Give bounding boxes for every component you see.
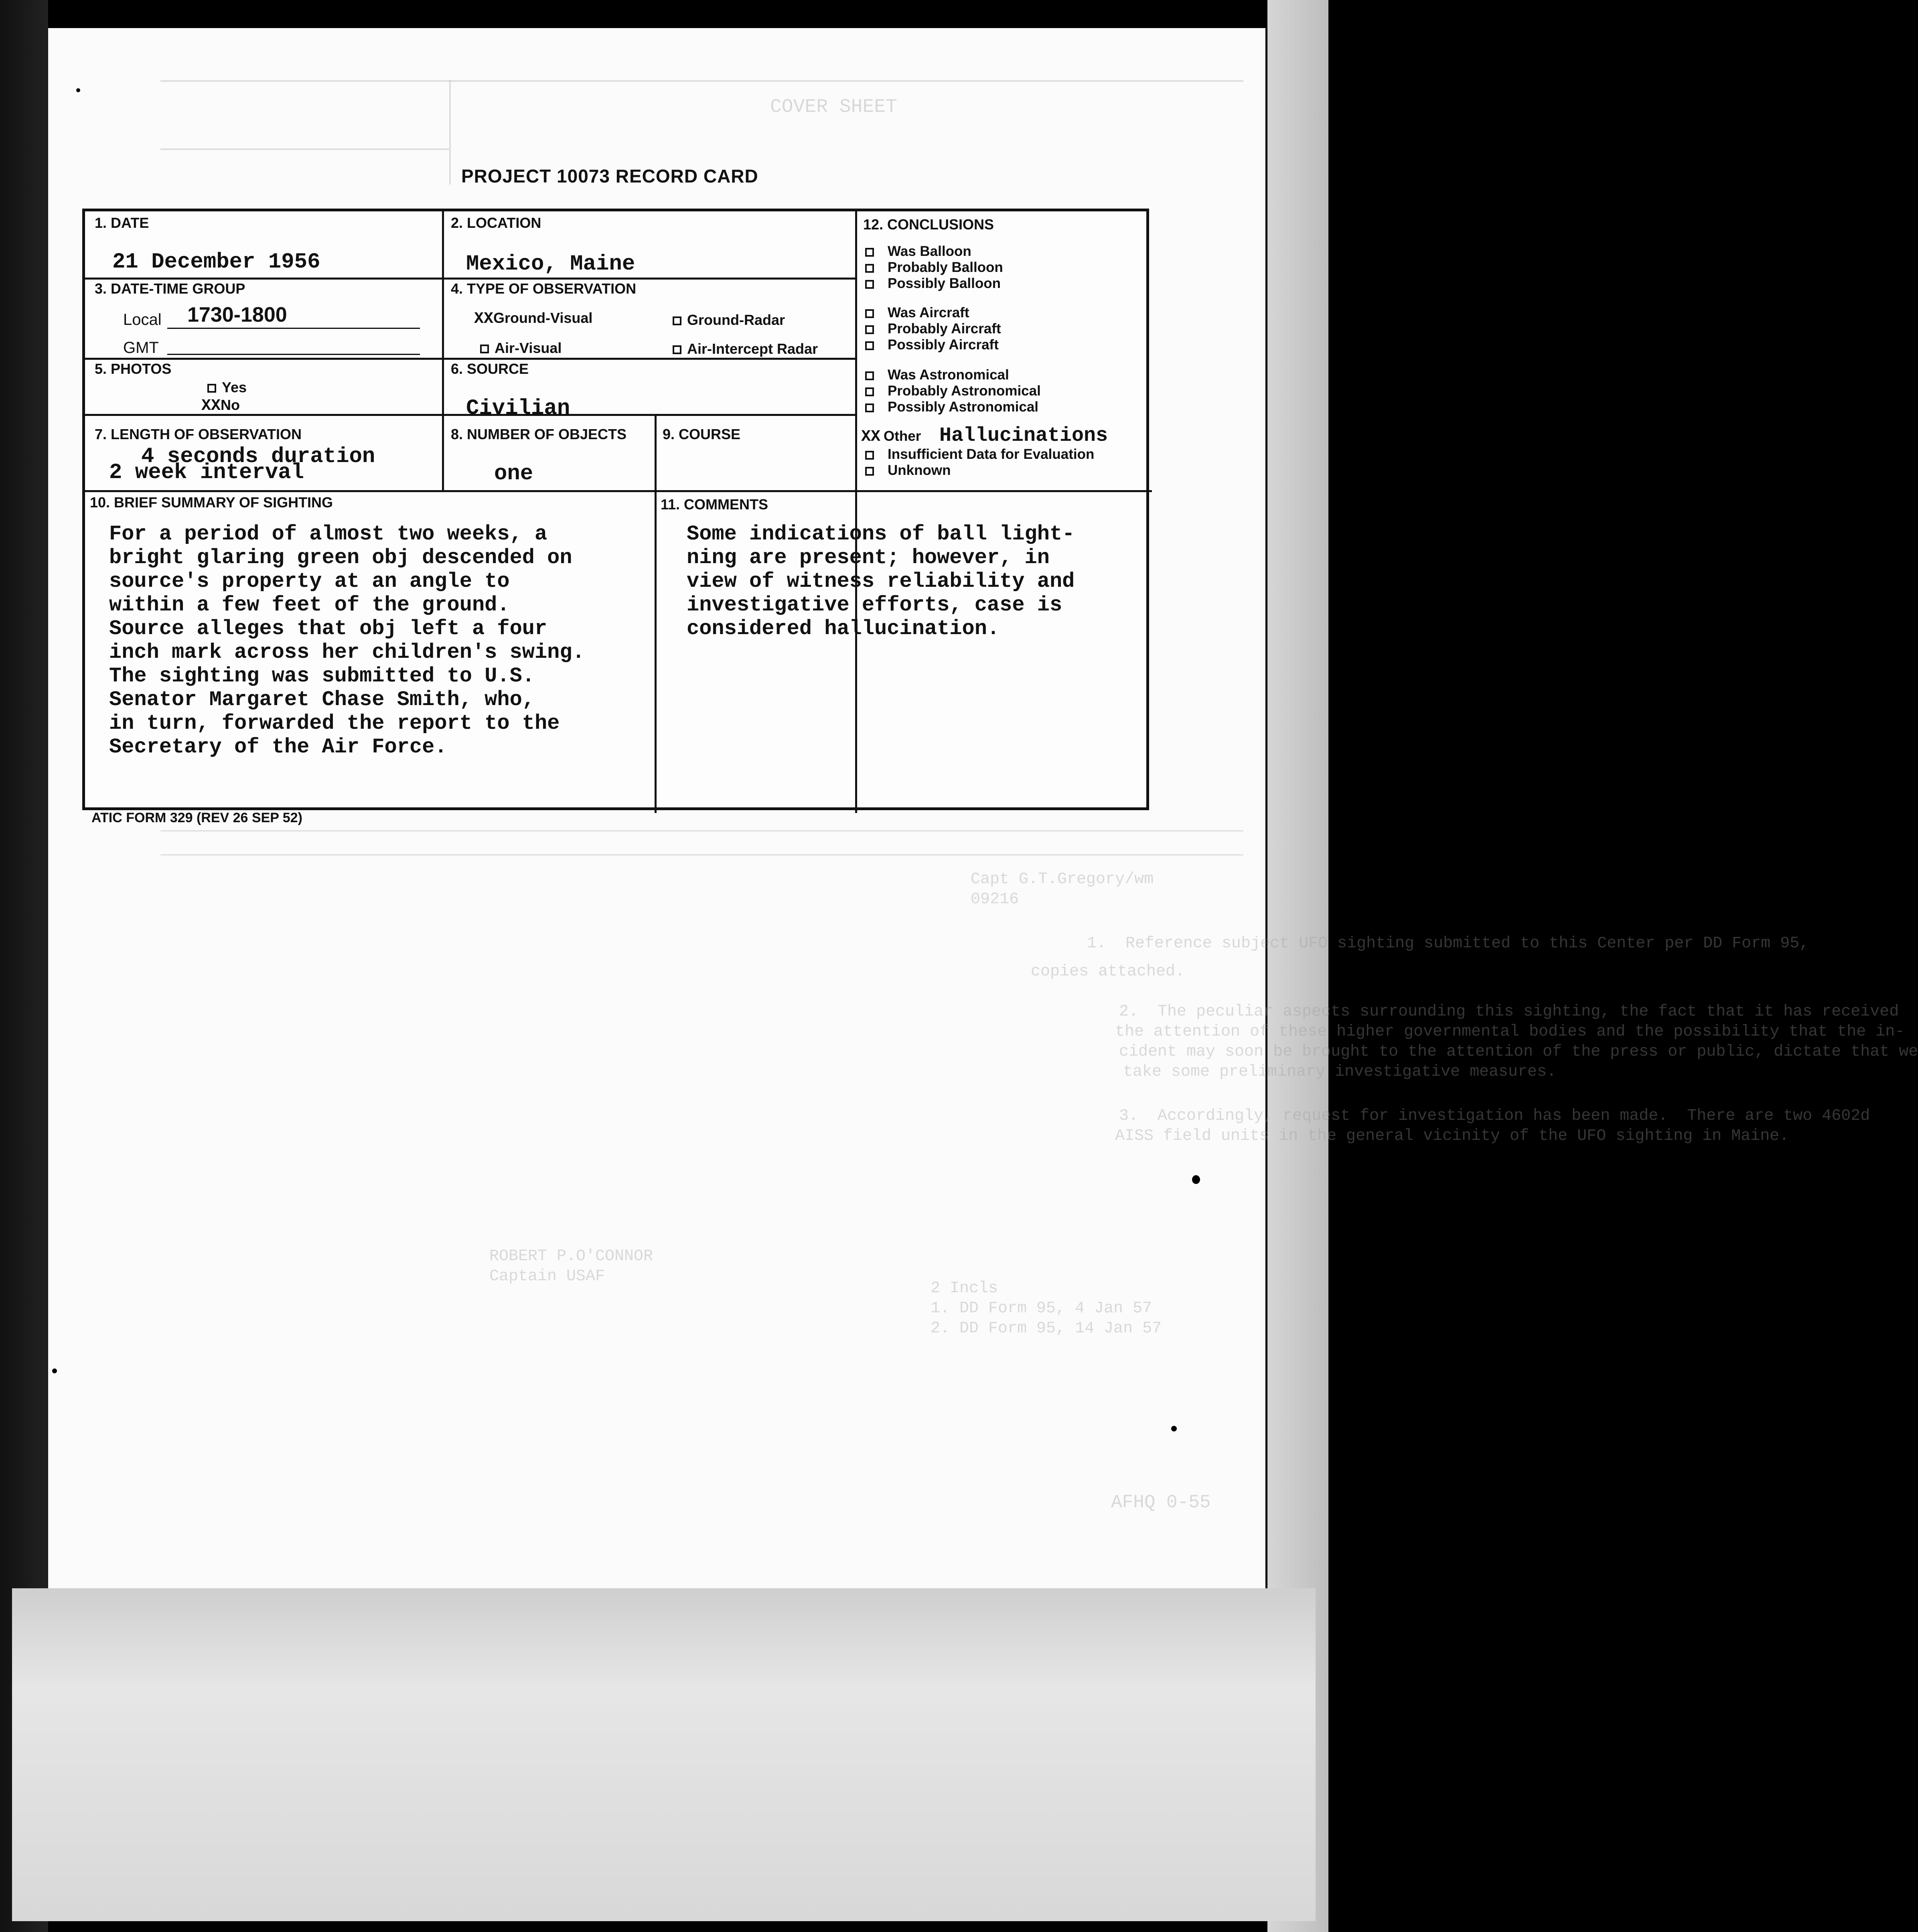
- date-value: 21 December 1956: [112, 250, 320, 274]
- air-intercept-radar-checkbox: [673, 345, 681, 354]
- conclusion-was-balloon: Was Balloon: [865, 244, 971, 258]
- number-of-objects-label: 8. NUMBER OF OBJECTS: [451, 426, 627, 442]
- ground-radar-option: Ground-Radar: [673, 312, 785, 328]
- ground-visual-option: [474, 310, 592, 328]
- photos-no-option: XXNo: [201, 397, 240, 415]
- date-label: 1. DATE: [95, 215, 149, 231]
- length-line-1: 4 seconds duration: [141, 444, 375, 469]
- conclusion-probably-balloon: Probably Balloon: [865, 260, 1003, 274]
- photos-no-mark: XX: [201, 397, 221, 415]
- conclusion-insufficient-data: Insufficient Data for Evaluation: [865, 447, 1094, 461]
- conclusion-unknown: Unknown: [865, 463, 951, 477]
- length-of-observation-label: 7. LENGTH OF OBSERVATION: [95, 426, 302, 442]
- ground-radar-checkbox: [673, 316, 681, 325]
- conclusion-possibly-astronomical: Possibly Astronomical: [865, 400, 1038, 414]
- conclusion-possibly-aircraft: Possibly Aircraft: [865, 338, 999, 352]
- photos-label: 5. PHOTOS: [95, 361, 172, 377]
- number-of-objects-value: one: [494, 462, 533, 486]
- source-label: 6. SOURCE: [451, 361, 529, 377]
- conclusion-other: XX Other: [861, 428, 921, 446]
- conclusion-was-aircraft: Was Aircraft: [865, 306, 969, 320]
- ground-visual-mark: XX: [474, 310, 494, 328]
- conclusion-other-value: Hallucinations: [939, 424, 1108, 447]
- comments-text: Some indications of ball light- ning are present; however, in view of witness reliability and investigative efforts, case is considered hallucination.: [687, 522, 1075, 641]
- conclusion-possibly-balloon: Possibly Balloon: [865, 276, 1001, 290]
- conclusion-other-mark: XX: [861, 428, 881, 446]
- air-visual-option: Air-Visual: [480, 340, 562, 357]
- form-id: ATIC FORM 329 (REV 26 SEP 52): [91, 810, 302, 825]
- document-sheet: COVER SHEET Capt G.T.Gregory/wm 09216 1. Reference subject UFO sighting submitted to this Center per DD Form 95, copies attached. 2. The peculiar aspects surrounding this sighting, the fact that it has received the attention of these higher governmental bodies and the possibility that the in- cident may soon be brought to the attention of the press or public, dictate that we take some preliminary investigative measures. 3. Accordingly, request for investigation has been made. There are two 4602d AISS field units in the general vicinity of the UFO sighting in Maine. ROBERT P.O'CONNOR Captain USAF 2 Incls 1. DD Form 95, 4 Jan 57 2. DD Form 95, 14 Jan 57 AFHQ 0-55: [48, 28, 1265, 1588]
- conclusion-probably-astronomical: Probably Astronomical: [865, 384, 1041, 398]
- length-line-2: 2 week interval: [109, 460, 304, 485]
- dust-speck: [76, 88, 80, 92]
- brief-summary-text: For a period of almost two weeks, a bright glaring green obj descended on source's property at an angle to within a few feet of the ground. Source alleges that obj left a four inch mark across her children's swing. The sighting was submitted to U.S. Senator Margaret Chase Smith, who, in turn, forwarded the report to the Secretary of the Air Force.: [109, 522, 585, 759]
- ground-visual-text: Ground-Visual: [493, 310, 593, 326]
- date-time-group-label: 3. DATE-TIME GROUP: [95, 280, 245, 297]
- dust-speck: [1171, 1426, 1177, 1431]
- dust-speck: [52, 1368, 57, 1373]
- comments-label: 11. COMMENTS: [661, 496, 768, 513]
- photos-yes-checkbox: [207, 384, 216, 393]
- card-title: PROJECT 10073 RECORD CARD: [461, 166, 758, 187]
- type-of-observation-label: 4. TYPE OF OBSERVATION: [451, 280, 637, 297]
- local-time-value: 1730-1800: [187, 303, 287, 326]
- air-intercept-radar-option: Air-Intercept Radar: [673, 341, 818, 357]
- air-visual-checkbox: [480, 345, 489, 353]
- location-label: 2. LOCATION: [451, 215, 541, 231]
- conclusion-probably-aircraft: Probably Aircraft: [865, 322, 1001, 336]
- course-label: 9. COURSE: [663, 426, 741, 442]
- location-value: Mexico, Maine: [466, 252, 635, 276]
- dust-speck: [1192, 1175, 1200, 1184]
- gmt-label: GMT: [123, 339, 159, 357]
- ghost-cover-header: COVER SHEET: [770, 96, 897, 118]
- photos-yes-option: Yes: [207, 379, 247, 396]
- local-label: Local: [123, 311, 162, 328]
- conclusion-was-astronomical: Was Astronomical: [865, 368, 1009, 382]
- brief-summary-label: 10. BRIEF SUMMARY OF SIGHTING: [90, 494, 333, 511]
- ghost-form-footer: AFHQ 0-55: [1111, 1492, 1211, 1513]
- record-card: [82, 209, 1149, 810]
- source-value: Civilian: [466, 396, 570, 421]
- conclusions-label: 12. CONCLUSIONS: [863, 216, 994, 233]
- film-margin-bottom: [12, 1588, 1316, 1921]
